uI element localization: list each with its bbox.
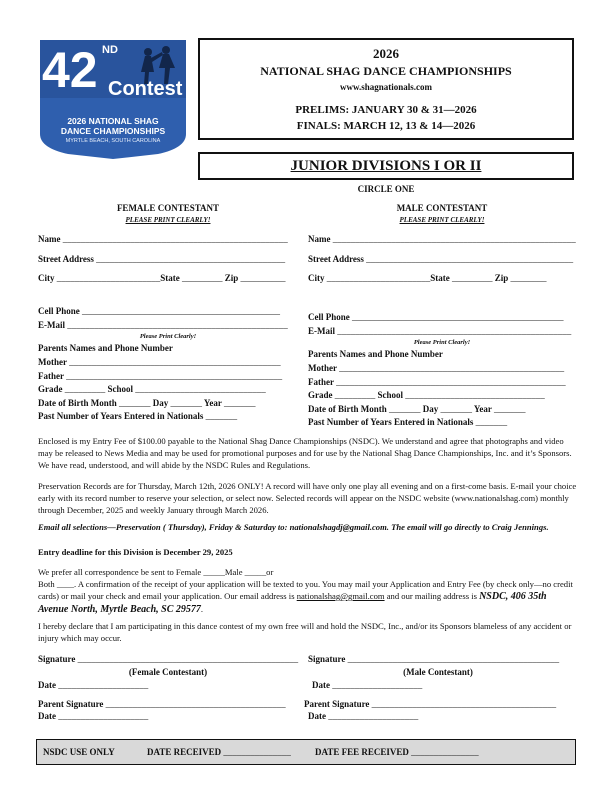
entry-fee-paragraph — [38, 435, 578, 471]
male-street-field[interactable]: Street Address ______________________________________________ — [308, 254, 574, 264]
female-dob-label: Date of Birth Month — [38, 398, 117, 408]
male-state-label: State — [430, 273, 450, 283]
date-received-field[interactable]: DATE RECEIVED _______________ — [147, 747, 291, 757]
header-event-name: NATIONAL SHAG DANCE CHAMPIONSHIPS — [260, 64, 512, 78]
female-signature-label: Signature — [38, 654, 76, 664]
female-name-field[interactable]: Name __________________________________________________ — [38, 234, 288, 244]
male-cell-field[interactable]: Cell Phone _______________________________________________ — [308, 312, 564, 322]
female-year-label: Year — [203, 398, 222, 408]
male-mother-field[interactable]: Mother __________________________________________________ — [308, 363, 565, 373]
header-website: www.shagnationals.com — [339, 82, 432, 92]
male-parent-signature-label: Parent Signature — [304, 699, 370, 709]
logo-line-3: MYRTLE BEACH, SOUTH CAROLINA — [65, 138, 161, 144]
female-city-label: City — [38, 273, 55, 283]
male-grade-field[interactable]: Grade _________ School _______________________________ — [308, 390, 545, 400]
male-parent-date-label: Date — [308, 711, 326, 721]
male-parents-label: Parents Names and Phone Number — [308, 349, 443, 359]
event-header-box — [198, 38, 574, 140]
female-print-clearly-2: Please Print Clearly! — [139, 333, 197, 340]
male-cell-label: Cell Phone — [308, 312, 350, 322]
female-years-entered-field[interactable]: Past Number of Years Entered in Nationals _______ — [38, 411, 238, 421]
female-parent-signature-label: Parent Signature — [38, 699, 104, 709]
male-grade-label: Grade — [308, 390, 333, 400]
female-father-label: Father — [38, 371, 64, 381]
male-father-label: Father — [308, 377, 334, 387]
logo-superscript: ND — [102, 44, 118, 56]
male-date-label: Date — [312, 680, 330, 690]
female-parents-label: Parents Names and Phone Number — [38, 343, 173, 353]
male-parent-signature-field[interactable]: Parent Signature _________________________________________ — [304, 699, 557, 709]
division-title-box — [198, 152, 574, 180]
female-parent-date-label: Date — [38, 711, 56, 721]
male-name-field[interactable]: Name ______________________________________________________ — [308, 234, 576, 244]
nsdc-mailing-address: NSDC, 406 35th Avenue North, Myrtle Beach, SC 29577 — [38, 591, 547, 615]
female-street-field[interactable]: Street Address __________________________________________ — [38, 254, 286, 264]
header-year: 2026 — [373, 46, 399, 61]
male-street-label: Street Address — [308, 254, 364, 264]
male-city-label: City — [308, 273, 325, 283]
female-parent-signature-field[interactable]: Parent Signature ________________________________________ — [38, 699, 286, 709]
correspondence-end: . — [200, 604, 204, 614]
female-state-label: State — [160, 273, 180, 283]
female-name-label: Name — [38, 234, 61, 244]
female-email-field[interactable]: E-Mail _________________________________________________ — [38, 320, 288, 330]
male-print-clearly: PLEASE PRINT CLEARLY! — [399, 216, 485, 224]
entry-fee-text: Enclosed is my Entry Fee of $100.00 payable to the National Shag Dance Championships (NSDC). We understand and agree that photographs and video may be released to News Media and may be used for promotional purposes and for use by the National Shag Dance Championships, Inc. and it’s Sponsors. We have read, understood, and will abide by the NSDC Rules and Regulations. — [38, 436, 572, 470]
male-email-label: E-Mail — [308, 326, 335, 336]
male-year-label: Year — [473, 404, 492, 414]
date-fee-received-label: DATE FEE RECEIVED — [315, 747, 409, 757]
female-day-label: Day — [152, 398, 169, 408]
preservation-paragraph — [38, 480, 578, 516]
date-fee-received-field[interactable]: DATE FEE RECEIVED _______________ — [315, 747, 479, 757]
female-dob-field[interactable]: Date of Birth Month _______ Day _______ Year _______ — [38, 398, 256, 408]
female-date-label: Date — [38, 680, 56, 690]
header-prelims: PRELIMS: JANUARY 30 & 31—2026 — [295, 104, 477, 116]
female-street-label: Street Address — [38, 254, 94, 264]
male-signature-label: Signature — [308, 654, 346, 664]
correspondence-text-2: and our mailing address is — [384, 591, 480, 601]
male-mother-label: Mother — [308, 363, 337, 373]
female-grade-label: Grade — [38, 384, 63, 394]
date-received-label: DATE RECEIVED — [147, 747, 222, 757]
email-selections-text: Email all selections—Preservation ( Thursday), Friday & Saturday to: nationalshagdj@gmail.com. The email will go directly to Craig Jennings. — [38, 522, 549, 532]
female-mother-field[interactable]: Mother _______________________________________________ — [38, 357, 281, 367]
male-years-entered-label: Past Number of Years Entered in Nationals — [308, 417, 474, 427]
male-father-field[interactable]: Father ___________________________________________________ — [308, 377, 566, 387]
logo-line-1: 2026 NATIONAL SHAG — [67, 116, 159, 126]
deadline-text: Entry deadline for this Division is December 29, 2025 — [38, 547, 233, 557]
female-mother-label: Mother — [38, 357, 67, 367]
female-contestant-caption: (Female Contestant) — [128, 667, 208, 677]
correspondence-paragraph — [38, 566, 578, 616]
male-day-label: Day — [422, 404, 439, 414]
nsdc-use-only-label: NSDC USE ONLY — [43, 747, 115, 757]
male-dob-label: Date of Birth Month — [308, 404, 387, 414]
female-years-entered-label: Past Number of Years Entered in Nationals — [38, 411, 204, 421]
male-years-entered-field[interactable]: Past Number of Years Entered in Nationals _______ — [308, 417, 508, 427]
correspondence-text: Both ____. A confirmation of the receipt of your application will be texted to you. You may mail your Application and Entry Fee (by check only—no credit cards) or mail your check and email your application. Our email address is — [38, 579, 573, 601]
logo-contest-word: Contest — [108, 78, 183, 100]
email-selections-paragraph — [38, 521, 578, 533]
male-name-label: Name — [308, 234, 331, 244]
declaration-text: I hereby declare that I am participating in this dance contest of my own free will and hold the NSDC, Inc., and/or its Sponsors blameless of any accident or injury which may occur. — [38, 621, 572, 643]
female-grade-field[interactable]: Grade _________ School _____________________________ — [38, 384, 266, 394]
logo-line-2: DANCE CHAMPIONSHIPS — [60, 126, 166, 136]
preservation-text: Preservation Records are for Thursday, March 12th, 2026 ONLY! A record will have only one play all evening and on a first-come basis. E-mail your choice early with its record number to reserve your selection, or select now. Selected records will appear on the NSDC website (www.nationalshag.com) monthly through December, 2025 and weekly January through March 2026. — [38, 481, 577, 515]
male-zip-label: Zip — [494, 273, 509, 283]
male-heading: MALE CONTESTANT — [396, 203, 488, 213]
male-school-label: School — [377, 390, 404, 400]
female-signature-field[interactable]: Signature _________________________________________________ — [38, 654, 299, 664]
female-date-field[interactable]: Date ____________________ — [38, 680, 149, 690]
female-cell-field[interactable]: Cell Phone ____________________________________________ — [38, 306, 280, 316]
nsdc-email-link[interactable]: nationalshag@gmail.com — [296, 591, 385, 601]
division-title: JUNIOR DIVISIONS I OR II — [290, 158, 482, 174]
contest-logo — [38, 38, 188, 160]
male-email-field[interactable]: E-Mail ____________________________________________________ — [308, 326, 572, 336]
male-print-clearly-2: Please Print Clearly! — [413, 339, 471, 346]
female-heading: FEMALE CONTESTANT — [116, 203, 220, 213]
male-city-field[interactable]: City _______________________State _________ Zip ________ — [308, 273, 547, 283]
logo-number: 42 — [42, 42, 98, 98]
female-parent-date-field[interactable]: Date ____________________ — [38, 711, 149, 721]
declaration-paragraph — [38, 620, 578, 644]
female-email-label: E-Mail — [38, 320, 65, 330]
male-contestant-caption: (Male Contestant) — [403, 667, 473, 677]
male-parent-date-field[interactable]: Date ____________________ — [308, 711, 419, 721]
correspondence-line-1: We prefer all correspondence be sent to Female _____Male _____or — [38, 567, 274, 577]
male-date-field[interactable]: Date ____________________ — [312, 680, 423, 690]
correspondence-body — [38, 578, 578, 616]
female-city-field[interactable]: City _______________________State _________ Zip __________ — [38, 273, 286, 283]
deadline-line — [38, 546, 578, 558]
male-signature-field[interactable]: Signature _______________________________________________ — [308, 654, 560, 664]
female-school-label: School — [107, 384, 134, 394]
female-zip-label: Zip — [224, 273, 239, 283]
circle-one-label: CIRCLE ONE — [357, 184, 415, 194]
female-father-field[interactable]: Father ________________________________________________ — [38, 371, 283, 381]
male-dob-field[interactable]: Date of Birth Month _______ Day _______ Year _______ — [308, 404, 526, 414]
female-cell-label: Cell Phone — [38, 306, 80, 316]
nsdc-use-only-bar — [36, 739, 576, 765]
header-finals: FINALS: MARCH 12, 13 & 14—2026 — [296, 120, 476, 132]
female-print-clearly: PLEASE PRINT CLEARLY! — [125, 216, 211, 224]
